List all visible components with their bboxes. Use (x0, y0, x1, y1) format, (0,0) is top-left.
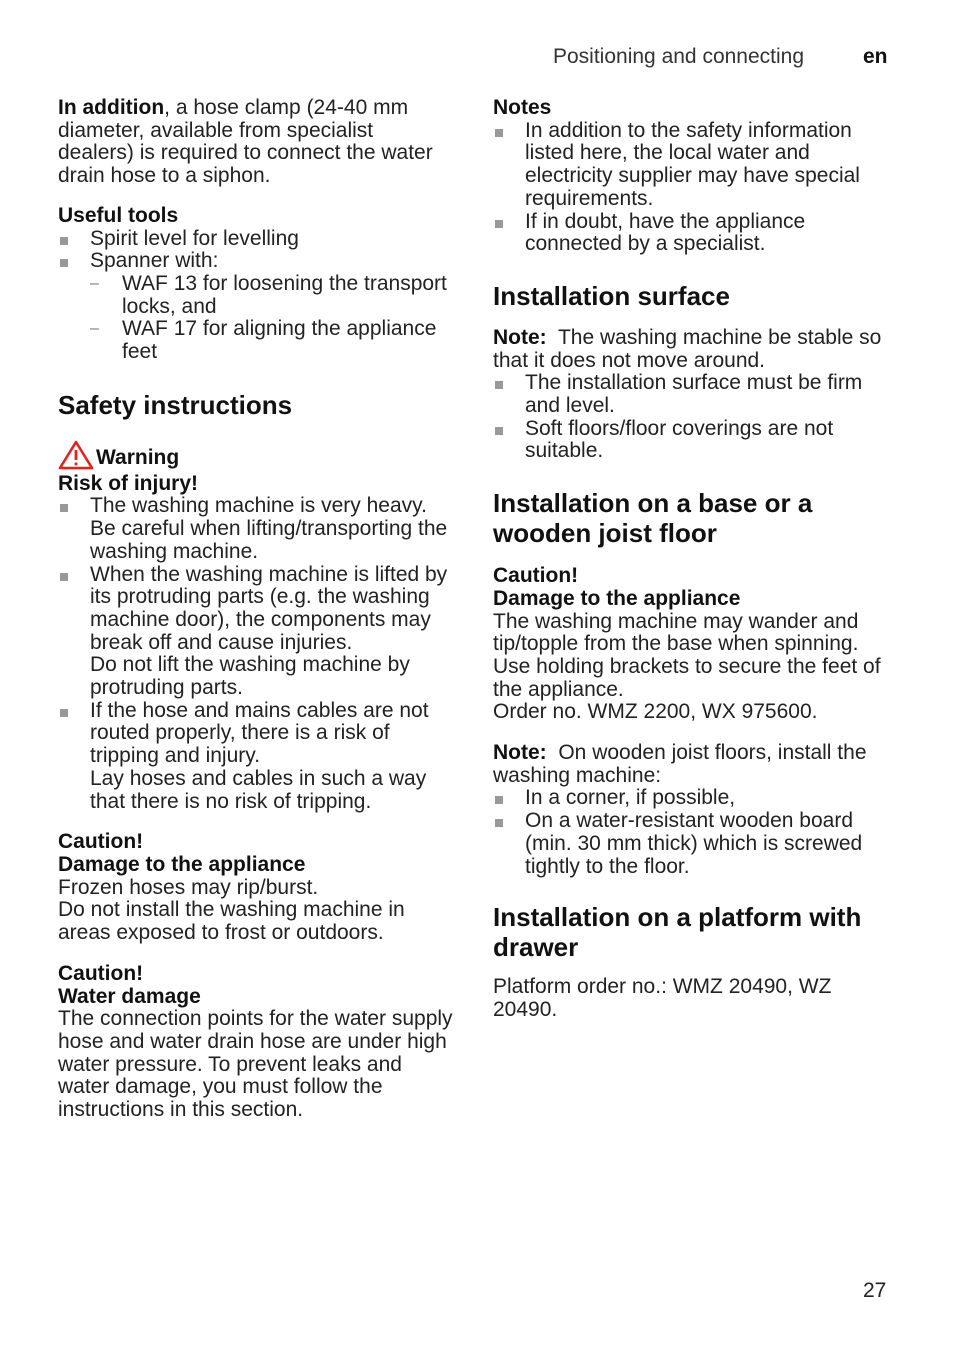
list-item: If in doubt, have the appliance connected by a specialist. (493, 211, 893, 256)
caution-label: Caution! (493, 564, 579, 588)
caution-water-block (58, 963, 453, 1122)
note-label: Note: (493, 741, 547, 765)
caution-label: Caution! (58, 961, 144, 985)
caution-title: Damage to the appliance (58, 852, 306, 876)
intro-text: , a hose clamp (24-40 mm diameter, available from specialist dealers) is required to connect the water drain hose to a siphon. (58, 96, 433, 188)
caution-text: The connection points for the water supply hose and water drain hose are under high water pressure. To prevent leaks and water damage, you must follow the instructions in this section. (58, 1007, 453, 1122)
risk-list (58, 495, 453, 813)
installation-surface-heading: Installation surface (493, 280, 730, 311)
caution-title: Damage to the appliance (493, 586, 741, 610)
joist-list (493, 787, 893, 878)
surface-note: Note: The washing machine be stable so that it does not move around. (493, 325, 882, 372)
base-floor-heading: Installation on a base or a wooden joist floor (493, 488, 813, 549)
list-item: The washing machine is very heavy. Be careful when lifting/transporting the washing machine. (58, 495, 453, 563)
order-number: Order no. WMZ 2200, WX 975600. (493, 700, 818, 724)
list-item: If the hose and mains cables are not routed properly, there is a risk of tripping and injury. Lay hoses and cables in such a way that there is no risk of tripping. (58, 700, 453, 814)
list-item: In addition to the safety information listed here, the local water and electricity supplier may have special requirements. (493, 120, 893, 211)
list-item: Soft floors/floor coverings are not suitable. (493, 418, 893, 463)
list-item-extra: Do not lift the washing machine by protruding parts. (90, 653, 410, 700)
intro-bold: In addition (58, 96, 165, 119)
notes-list (493, 120, 893, 256)
warning-label: Warning (96, 446, 180, 470)
useful-tools-heading: Useful tools (58, 203, 179, 227)
tools-list (58, 228, 453, 364)
caution-label: Caution! (58, 830, 144, 854)
left-column (58, 97, 453, 1122)
list-item: The installation surface must be firm and level. (493, 372, 893, 417)
list-item: On a water-resistant wooden board (min. 30 mm thick) which is screwed tightly to the floor. (493, 810, 893, 878)
intro-paragraph (58, 97, 453, 188)
sub-list-item: – WAF 13 for loosening the transport locks, and (58, 273, 453, 318)
risk-of-injury-label: Risk of injury! (58, 471, 199, 495)
sub-list-item: – WAF 17 for aligning the appliance feet (58, 318, 453, 363)
page-number: 27 (863, 1279, 887, 1302)
surface-list (493, 372, 893, 463)
caution-frost-block (58, 831, 453, 945)
base-caution-block (493, 565, 893, 724)
list-item: When the washing machine is lifted by its protruding parts (e.g. the washing machine door), the components may break off and cause injuries. Do not lift the washing machine by protruding parts. (58, 564, 453, 700)
list-item: Spirit level for levelling (58, 228, 453, 251)
warning-block (58, 440, 453, 470)
safety-instructions-heading: Safety instructions (58, 389, 293, 420)
platform-heading: Installation on a platform with drawer (493, 902, 862, 963)
platform-text: Platform order no.: WMZ 20490, WZ 20490. (493, 975, 832, 1021)
notes-heading: Notes (493, 96, 552, 119)
joist-note: Note: On wooden joist floors, install the washing machine: (493, 741, 867, 787)
running-header: Positioning and connecting (553, 45, 805, 68)
caution-title: Water damage (58, 984, 201, 1008)
caution-text: The washing machine may wander and tip/topple from the base when spinning. Use holding brackets to secure the feet of the appliance. (493, 609, 881, 701)
list-item: Spanner with: (58, 250, 453, 273)
language-code: en (863, 45, 888, 68)
note-label: Note: (493, 325, 547, 349)
caution-text: Frozen hoses may rip/burst. (58, 875, 319, 899)
caution-text: Do not install the washing machine in areas exposed to frost or outdoors. (58, 898, 405, 945)
warning-triangle-icon (58, 440, 94, 470)
list-item: In a corner, if possible, (493, 787, 893, 810)
list-item-extra: Lay hoses and cables in such a way that there is no risk of tripping. (90, 766, 427, 813)
right-column (493, 97, 893, 1022)
